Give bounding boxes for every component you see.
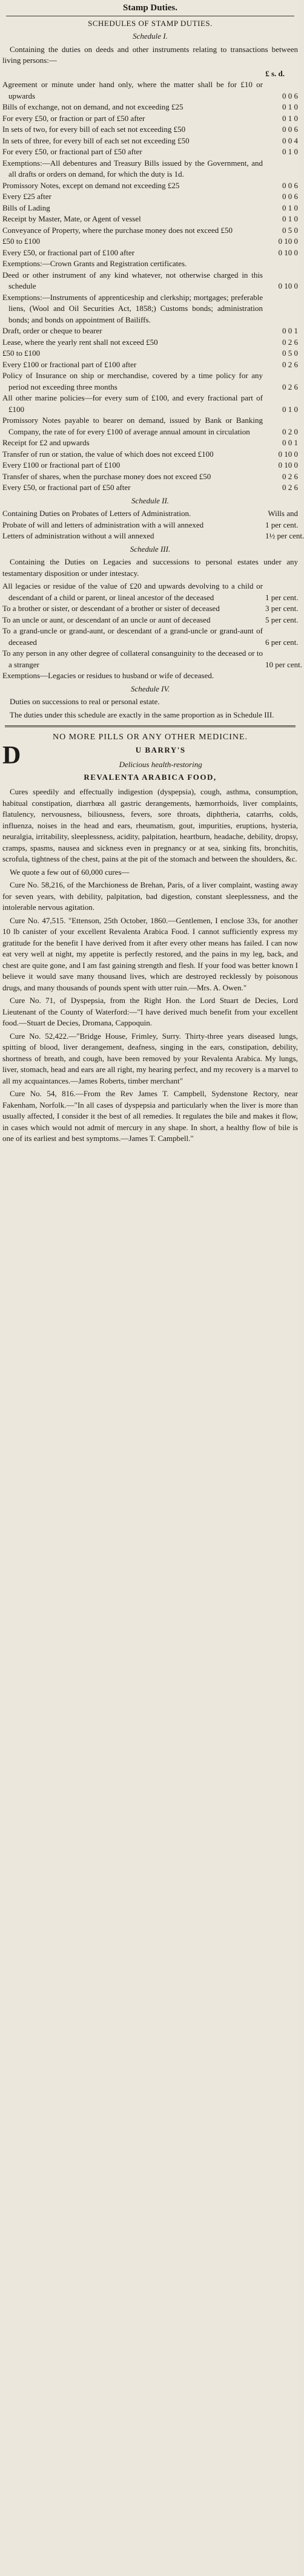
duty-amount: 10 per cent. [265, 659, 303, 669]
page-title: Stamp Duties. [122, 3, 177, 13]
duty-amount: 1 per cent. [265, 592, 299, 602]
duty-description: £50 to £100 [2, 237, 41, 246]
duty-amount: 0 2 6 [282, 382, 298, 391]
duty-amount: 0 0 6 [282, 180, 298, 190]
duty-row [2, 236, 298, 247]
duty-amount: 0 1 0 [282, 214, 298, 223]
duty-amount: 0 1 0 [282, 203, 298, 212]
duty-row [2, 460, 298, 471]
duty-row [2, 270, 298, 292]
duty-amount: 0 10 0 [278, 237, 298, 246]
duty-row [2, 348, 298, 359]
advert-paragraph: Cure No. 71, of Dyspepsia, from the Right Hon. the Lord Stuart de Decies, Lord Lieutenant of the County of Waterford:—"I have derived much benefit from your excellent food.—Stuart de Decies, Dromana, Cappoquin. [2, 996, 298, 1027]
duty-description: To a grand-uncle or grand-aunt, or descendant of a grand-uncle or grand-aunt of deceased [2, 626, 263, 647]
duty-description: Exemptions:—Instruments of apprenticeship and clerkship; mortgages; preferable liens, (Wool and Oil Securities Act, 1858;) Customs bonds; administration bonds; and bonds on appointment of Bailiffs. [2, 292, 263, 324]
duty-amount: 0 0 4 [282, 136, 298, 145]
schedule-4-paragraph: The duties under this schedule are exactly in the same proportion as in Schedule III. [10, 710, 274, 719]
duty-description: For every £50, or fractional part of £50 after [2, 147, 142, 156]
duty-description: All legacies or residue of the value of £20 and upwards devolving to a child or descendant of a child or parent, or lineal ancestor of the deceased [2, 581, 263, 602]
duty-description: To any person in any other degree of collateral consanguinity to the deceased or to a stranger [2, 649, 263, 669]
advert-brand: REVALENTA ARABICA FOOD, [84, 772, 217, 782]
duty-description: Exemptions—Legacies or residues to husband or wife of deceased. [2, 671, 214, 680]
duty-description: To a brother or sister, or descendant of a brother or sister of deceased [2, 604, 220, 613]
duty-row [2, 203, 298, 214]
duty-row [2, 615, 298, 626]
schedule-1-heading: Schedule I. [133, 31, 168, 41]
duty-amount: 0 1 0 [282, 102, 298, 111]
duty-description: Every £50, or fractional part of £50 after [2, 483, 131, 492]
duty-amount: 0 10 0 [278, 460, 298, 469]
duty-row [2, 393, 298, 415]
schedules-heading: SCHEDULES OF STAMP DUTIES. [88, 18, 213, 28]
duty-description: Transfer of shares, when the purchase money does not exceed £50 [2, 471, 211, 481]
duty-description: Promissory Notes payable to bearer on demand, issued by Bank or Banking Company, the rate of for every £100 of average annual amount in circulation [2, 416, 263, 436]
schedule-3-items [2, 581, 303, 682]
duty-description: In sets of two, for every bill of each set not exceeding £50 [2, 125, 186, 134]
schedule-4-heading: Schedule IV. [130, 684, 170, 693]
duty-row [2, 359, 298, 371]
duty-amount: Wills and [268, 509, 298, 518]
duty-amount: 1½ per cent. [265, 531, 304, 540]
duty-row [2, 370, 298, 393]
duty-amount: 0 0 6 [282, 91, 298, 100]
duty-description: For every £50, or fraction or part of £50 after [2, 113, 145, 123]
schedule-1-intro: Containing the duties on deeds and other instruments relating to transactions between living persons:— [2, 44, 298, 65]
duty-amount: 0 1 0 [282, 113, 298, 123]
duty-row [2, 158, 298, 180]
duty-amount: 6 per cent. [265, 637, 299, 647]
duty-description: In sets of three, for every bill of each set not exceeding £50 [2, 136, 190, 145]
duty-amount: 0 2 6 [282, 471, 298, 481]
schedule-2-heading: Schedule II. [131, 495, 170, 505]
duty-description: Every £100 or fractional part of £100 [2, 460, 121, 469]
duty-description: Deed or other instrument of any kind whatever, not otherwise charged in this schedule [2, 270, 263, 290]
duty-row [2, 626, 298, 648]
duty-description: Every £100 or fractional part of £100 after [2, 359, 137, 369]
duty-row [2, 225, 298, 237]
duty-description: Transfer of run or station, the value of which does not exceed £100 [2, 449, 214, 459]
duty-description: Bills of exchange, not on demand, and not exceeding £25 [2, 102, 183, 111]
duty-row [2, 508, 298, 520]
duty-amount: 0 2 6 [282, 483, 298, 492]
duty-description: Receipt by Master, Mate, or Agent of vessel [2, 214, 141, 223]
duty-amount: 0 0 6 [282, 125, 298, 134]
duty-row [2, 670, 298, 682]
duty-row [2, 581, 298, 603]
schedule-3-heading: Schedule III. [130, 544, 171, 554]
duty-row [2, 113, 298, 125]
schedule-4-paragraph: Duties on successions to real or personal estate. [10, 697, 160, 706]
duty-amount: 0 1 0 [282, 147, 298, 156]
duty-description: Containing Duties on Probates of Letters of Administration. [2, 509, 191, 518]
duty-row [2, 124, 298, 136]
duty-row [2, 415, 298, 437]
duty-row [2, 471, 298, 483]
duty-row [2, 191, 298, 203]
duty-row [2, 180, 298, 192]
duty-row [2, 247, 298, 259]
duty-row [2, 258, 298, 270]
duty-description: Policy of Insurance on ship or merchandise, covered by a time policy for any period not exceeding three months [2, 371, 263, 391]
duty-amount: 0 2 6 [282, 337, 298, 347]
currency-columns: £ s. d. [265, 68, 285, 78]
duty-amount: 5 per cent. [265, 615, 299, 624]
duty-description: To an uncle or aunt, or descendant of an uncle or aunt of deceased [2, 615, 211, 624]
duty-description: Conveyance of Property, where the purchase money does not exceed £50 [2, 225, 233, 235]
advert-paragraph: Cure No. 58,216, of the Marchioness de Brehan, Paris, of a liver complaint, wasting away for seven years, with debility, palpitation, bad digestion, constant sleeplessness, and the intolerable nervous agitation. [2, 880, 298, 912]
duty-description: Every £25 after [2, 192, 51, 201]
advert-masthead [2, 741, 298, 783]
duty-row [2, 214, 298, 225]
advert-paragraph: Cure No. 52,422.—"Bridge House, Frimley, Surry. Thirty-three years diseased lungs, spitting of blood, liver derangement, deafness, singing in the ears, constipation, debility, shortness of breath, and cough, have been removed by your Revalenta Arabica. My lungs, liver, stomach, head and ears are all right, my hearing perfect, and my recovery is a marvel to all my acquaintances.—James Roberts, timber merchant" [2, 1031, 298, 1085]
duty-amount: 0 2 6 [282, 359, 298, 369]
advert-dropcap: D [2, 741, 21, 770]
duty-amount: 0 5 0 [282, 225, 298, 235]
duty-amount: 0 2 0 [282, 427, 298, 436]
duty-row [2, 136, 298, 147]
duty-description: Agreement or minute under hand only, where the matter shall be for £10 or upwards [2, 80, 263, 100]
duty-amount: 0 1 0 [282, 404, 298, 414]
duty-row [2, 482, 298, 494]
duty-description: Promissory Notes, except on demand not exceeding £25 [2, 180, 180, 190]
section-divider [5, 725, 296, 727]
schedule-1-items [2, 79, 298, 494]
duty-description: Lease, where the yearly rent shall not exceed £50 [2, 337, 158, 347]
duty-row [2, 337, 298, 348]
advert-paragraph: Cure No. 47,515. "Ettenson, 25th October, 1860.—Gentlemen, I enclose 33s, for another 10 lb canister of your excellent Revalenta Arabica Food. I cannot sufficiently express my gratitude for the benefit I have derived from it after every other means has failed. I can now eat very well at night, my appetite is perfectly restored, and the pains in my leg, back, and chest are quite gone, and I am fast gaining strength and flesh. If your food was better known I believe it would save many thousand lives, which are destroyed recklessly by poisonous drugs, and many thousands of pounds spent with utter ruin.—Mrs. A. Owen." [2, 915, 298, 992]
advert-tagline: Delicious health-restoring [119, 760, 202, 769]
duty-description: Draft, order or cheque to bearer [2, 326, 102, 335]
duty-row [2, 325, 298, 337]
duty-amount: 0 0 6 [282, 192, 298, 201]
advert-headline: NO MORE PILLS OR ANY OTHER MEDICINE. [52, 733, 248, 742]
schedule-3-intro: Containing the Duties on Legacies and successions to personal estates under any testamentary disposition or under intestacy. [2, 557, 298, 578]
duty-description: Exemptions:—Crown Grants and Registration certificates. [2, 259, 187, 268]
duty-row [2, 603, 298, 615]
duty-description: Every £50, or fractional part of £100 after [2, 247, 135, 257]
duty-row [2, 79, 298, 102]
duty-amount: 0 0 1 [282, 438, 298, 447]
duty-amount: 3 per cent. [265, 604, 299, 613]
duty-amount: 0 10 0 [278, 281, 298, 290]
duty-amount: 0 10 0 [278, 449, 298, 459]
duty-amount: 0 10 0 [278, 247, 298, 257]
advert-paragraph: Cures speedily and effectually indigestion (dyspepsia), cough, asthma, consumption, habitual constipation, diarrhœa all gastric derangements, hæmorrhoids, liver complaints, flatulency, nervousness, biliousness, fevers, sore throats, diphtheria, catarrhs, colds, influenza, noises in the head and ears, rheumatism, gout, impurities, eruptions, hysteria, neuralgia, irritability, sleeplessness, acidity, palpitation, heartburn, headache, debility, dropsy, cramps, spasms, nausea and sickness even in pregnancy or at sea, sinking fits, bronchitis, scrofula, tightness of the chest, pains at the pit of the stomach and between the shoulders, &c. [2, 787, 298, 863]
duty-description: Probate of will and letters of administration with a will annexed [2, 520, 204, 529]
duty-row [2, 102, 298, 113]
duty-description: Letters of administration without a will annexed [2, 531, 154, 540]
duty-amount: 0 5 0 [282, 348, 298, 358]
duty-row [2, 146, 298, 158]
duty-row [2, 437, 298, 449]
duty-row [2, 531, 304, 542]
advert-brand-top: U BARRY'S [135, 745, 186, 754]
duty-description: Receipt for £2 and upwards [2, 438, 90, 447]
schedule-2-items [2, 508, 304, 542]
duty-row [2, 292, 298, 326]
duty-row [2, 449, 298, 460]
duty-amount: 1 per cent. [265, 520, 299, 529]
duty-description: Exemptions:—All debentures and Treasury Bills issued by the Government, and all drafts or orders on demand, for which the duty is 1d. [2, 158, 263, 178]
advert-paragraph: We quote a few out of 60,000 cures— [10, 867, 130, 877]
advert-paragraph: Cure No. 54, 816.—From the Rev James T. Campbell, Sydenstone Rectory, near Fakenham, Norfolk.—"In all cases of dyspepsia and particularly when the liver is more than usually affected, I consider it the best of all remedies. It regulates the bile and makes it flow, in cases which would not admit of mercury in any shape. In short, a healthy flow of bile is one of its earliest and best symptoms.—James T. Campbell." [2, 1089, 298, 1143]
duty-row [2, 648, 303, 670]
duty-description: Bills of Lading [2, 203, 50, 212]
duty-description: £50 to £100 [2, 348, 41, 358]
duty-row [2, 520, 298, 531]
duty-description: All other marine policies—for every sum of £100, and every fractional part of £100 [2, 393, 263, 414]
duty-amount: 0 0 1 [282, 326, 298, 335]
